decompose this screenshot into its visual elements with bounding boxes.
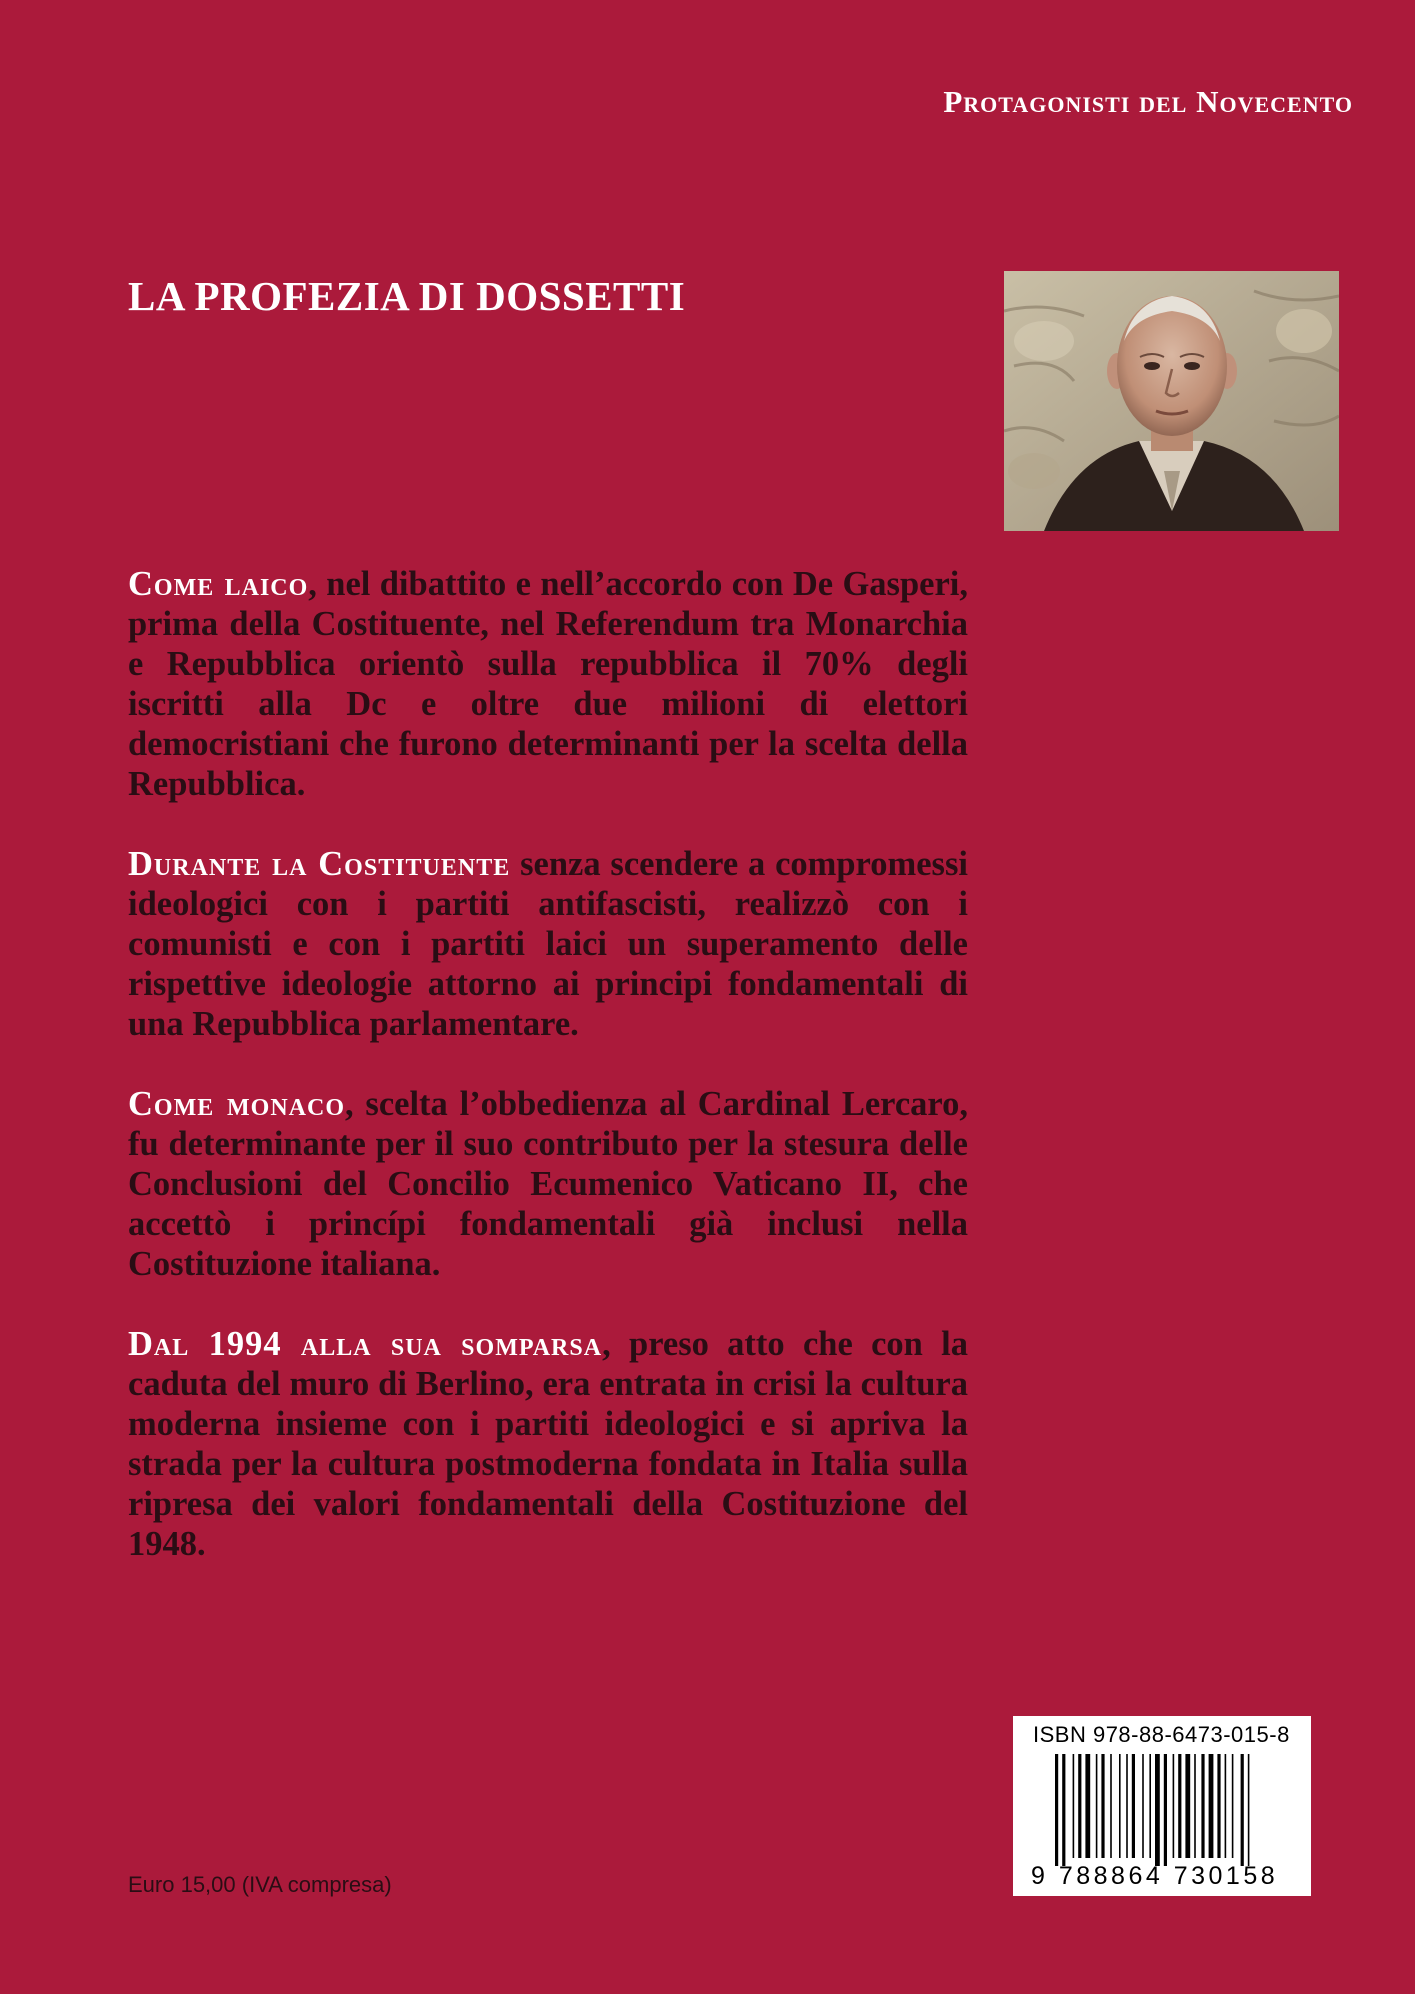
price-label: Euro 15,00 (IVA compresa) [128,1872,392,1897]
blurb-paragraph [128,564,968,804]
isbn-barcode-box [1013,1716,1311,1896]
back-cover-blurb [128,564,968,1604]
barcode-digits: 9 788864 730158 [1031,1862,1279,1890]
blurb-text: , nel dibattito e nell’accordo con De Gasperi, prima della Costituente, nel Referendum tra Monarchia e Repubblica orientò sulla repubblica il 70% degli iscritti alla Dc e oltre due milioni di elettori democristiani che furono determinanti per la scelta della Repubblica. [128,565,968,803]
blurb-lead: Come laico [128,565,309,603]
blurb-paragraph [128,844,968,1044]
blurb-text: senza scendere a compromessi ideologici con i partiti antifascisti, realizzò con i comunisti e con i partiti laici un superamento delle rispettive ideologie attorno ai principi fondamentali di una Repubblica parlamentare. [128,845,968,1043]
blurb-lead: Durante la Costituente [128,845,511,883]
blurb-lead: Dal 1994 alla sua somparsa [128,1325,603,1363]
blurb-text: , scelta l’obbedienza al Cardinal Lercaro, fu determinante per il suo contributo per la stesura delle Conclusioni del Concilio Ecumenico Vaticano II, che accettò i princípi fondamentali già inclusi nella Costituzione italiana. [128,1085,968,1283]
series-title: Protagonisti del Novecento [943,84,1353,119]
portrait-photo-icon [1004,271,1339,531]
blurb-text: , preso atto che con la caduta del muro di Berlino, era entrata in crisi la cultura moderna insieme con i partiti ideologici e si apriva la strada per la cultura postmoderna fondata in Italia sulla ripresa dei valori fondamentali della Costituzione del 1948. [128,1325,968,1563]
isbn-label: ISBN 978-88-6473-015-8 [1033,1722,1290,1747]
blurb-paragraph [128,1324,968,1564]
blurb-paragraph [128,1084,968,1284]
blurb-lead: Come monaco [128,1085,346,1123]
barcode-icon [1055,1754,1295,1866]
book-title: LA PROFEZIA DI DOSSETTI [128,273,686,319]
